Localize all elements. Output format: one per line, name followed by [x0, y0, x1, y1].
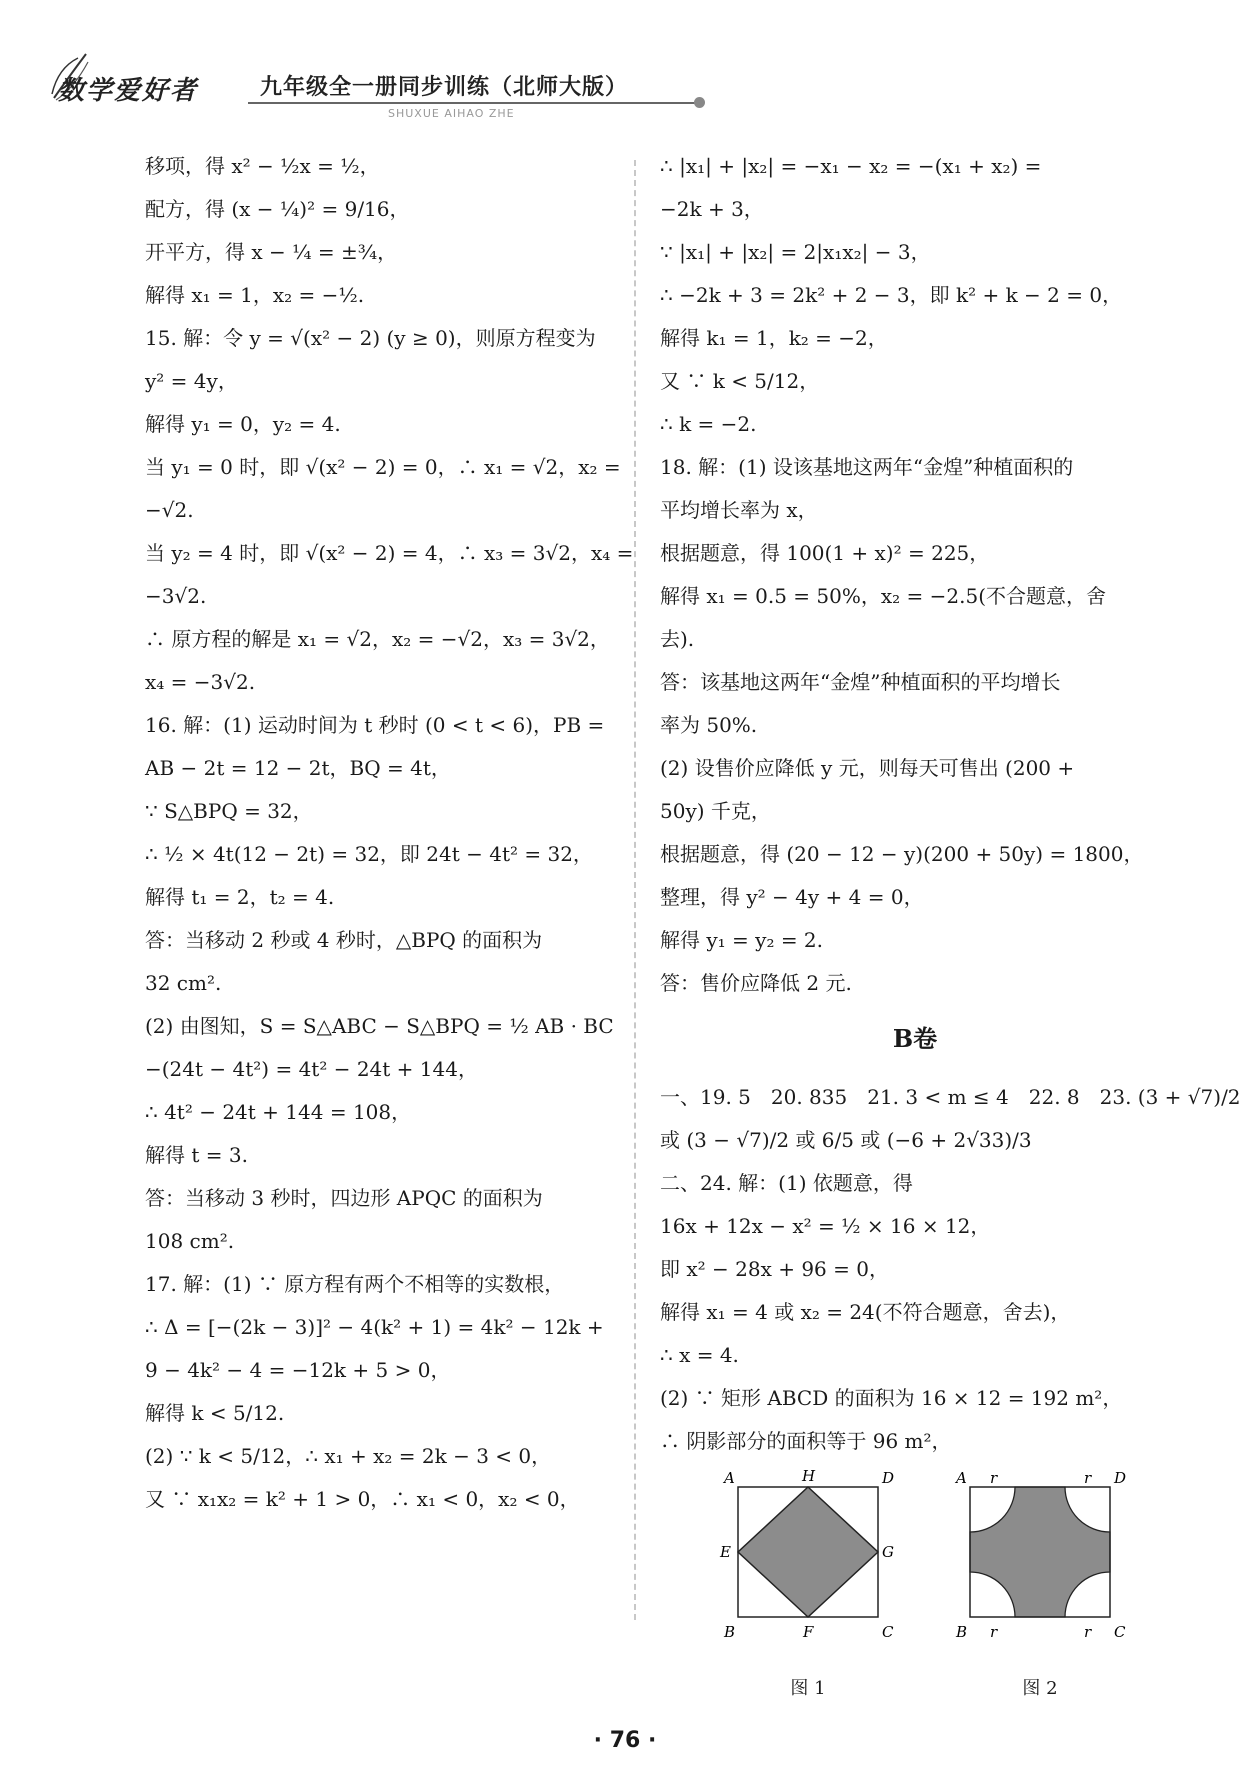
- text-line: 二、24. 解：(1) 依题意，得: [660, 1171, 913, 1195]
- text-line: 答：当移动 3 秒时，四边形 APQC 的面积为: [145, 1186, 543, 1210]
- text-line: 去).: [660, 627, 695, 651]
- text-line: 16. 解：(1) 运动时间为 t 秒时 (0 < t < 6)，PB =: [145, 713, 605, 737]
- text-line: ∴ Δ = [−(2k − 3)]² − 4(k² + 1) = 4k² − 12k +: [145, 1315, 604, 1339]
- text-line: 解得 k₁ = 1，k₂ = −2，: [660, 326, 888, 350]
- label-r: r: [990, 1623, 998, 1641]
- text-line: 解得 x₁ = 0.5 = 50%，x₂ = −2.5(不合题意，舍: [660, 584, 1106, 608]
- label-c: C: [882, 1623, 894, 1641]
- text-line: 9 − 4k² − 4 = −12k + 5 > 0，: [145, 1358, 451, 1382]
- label-r: r: [1084, 1469, 1092, 1487]
- text-line: 平均增长率为 x，: [660, 498, 818, 522]
- figures-area: [660, 1467, 1170, 1727]
- figure-1-caption: 图 1: [790, 1678, 826, 1699]
- shaded-region: [970, 1487, 1110, 1617]
- label-a: A: [956, 1469, 967, 1487]
- text-line: (2) 设售价应降低 y 元，则每天可售出 (200 +: [660, 756, 1075, 780]
- brand-name: 数学爱好者: [58, 76, 199, 106]
- text-line: ∵ S△BPQ = 32，: [145, 799, 313, 823]
- page-number: · 76 ·: [593, 1728, 657, 1753]
- text-line: 率为 50%.: [660, 713, 758, 737]
- text-line: 整理，得 y² − 4y + 4 = 0，: [660, 885, 924, 909]
- text-line: 移项，得 x² − ½x = ½，: [145, 154, 380, 178]
- text-line: 解得 t₁ = 2，t₂ = 4.: [145, 885, 335, 909]
- right-column: [660, 145, 1241, 1727]
- rhombus-ehgf: [738, 1487, 878, 1617]
- text-line: ∴ k = −2.: [660, 412, 757, 436]
- text-line: −3√2.: [145, 584, 207, 608]
- header-dot: [694, 97, 705, 108]
- text-line: ∴ ½ × 4t(12 − 2t) = 32，即 24t − 4t² = 32，: [145, 842, 593, 866]
- column-divider: [634, 160, 636, 1620]
- text-line: y² = 4y，: [145, 369, 238, 393]
- text-line: 即 x² − 28x + 96 = 0，: [660, 1257, 889, 1281]
- label-h: H: [802, 1467, 816, 1485]
- text-line: 解得 x₁ = 1，x₂ = −½.: [145, 283, 365, 307]
- text-line: 32 cm².: [145, 971, 222, 995]
- text-line: 又 ∵ k < 5/12，: [660, 369, 820, 393]
- header-rule: [248, 102, 698, 104]
- book-title: 九年级全一册同步训练（北师大版）: [260, 75, 629, 100]
- text-line: 解得 t = 3.: [145, 1143, 248, 1167]
- text-line: 根据题意，得 100(1 + x)² = 225，: [660, 541, 990, 565]
- figure-2-caption: 图 2: [1022, 1678, 1058, 1699]
- text-line: 解得 y₁ = y₂ = 2.: [660, 928, 824, 952]
- text-line: 答：售价应降低 2 元.: [660, 971, 852, 995]
- label-c: C: [1114, 1623, 1126, 1641]
- text-line: 16x + 12x − x² = ½ × 16 × 12，: [660, 1214, 991, 1238]
- text-line: ∴ 阴影部分的面积等于 96 m²，: [660, 1429, 952, 1453]
- text-line: ∴ 原方程的解是 x₁ = √2，x₂ = −√2，x₃ = 3√2，: [145, 627, 610, 651]
- text-line: 根据题意，得 (20 − 12 − y)(200 + 50y) = 1800，: [660, 842, 1144, 866]
- text-line: 当 y₂ = 4 时，即 √(x² − 2) = 4，∴ x₃ = 3√2，x₄ =: [145, 541, 634, 565]
- text-line: AB − 2t = 12 − 2t，BQ = 4t，: [145, 756, 451, 780]
- label-d: D: [1114, 1469, 1127, 1487]
- text-line: x₄ = −3√2.: [145, 670, 256, 694]
- text-line: (2) 由图知，S = S△ABC − S△BPQ = ½ AB · BC: [145, 1014, 614, 1038]
- text-line: ∴ 4t² − 24t + 144 = 108，: [145, 1100, 412, 1124]
- text-line: 解得 x₁ = 4 或 x₂ = 24(不符合题意，舍去)，: [660, 1300, 1071, 1324]
- text-line: −√2.: [145, 498, 194, 522]
- label-e: E: [720, 1543, 731, 1561]
- text-line: ∵ |x₁| + |x₂| = 2|x₁x₂| − 3，: [660, 240, 931, 264]
- text-line: ∴ x = 4.: [660, 1343, 739, 1367]
- text-line: 解得 y₁ = 0，y₂ = 4.: [145, 412, 341, 436]
- left-column: [145, 145, 634, 1521]
- text-line: 又 ∵ x₁x₂ = k² + 1 > 0，∴ x₁ < 0，x₂ < 0，: [145, 1487, 580, 1511]
- label-a: A: [724, 1469, 735, 1487]
- label-g: G: [882, 1543, 894, 1561]
- text-line: ∴ |x₁| + |x₂| = −x₁ − x₂ = −(x₁ + x₂) =: [660, 154, 1042, 178]
- page-header: [48, 40, 1208, 120]
- text-line: 18. 解：(1) 设该基地这两年“金煌”种植面积的: [660, 455, 1074, 479]
- figure-2-diagram: [950, 1467, 1130, 1657]
- text-line: 或 (3 − √7)/2 或 6/5 或 (−6 + 2√33)/3: [660, 1128, 1032, 1152]
- label-f: F: [803, 1623, 814, 1641]
- text-line: −2k + 3，: [660, 197, 764, 221]
- text-line: 开平方，得 x − ¼ = ±¾，: [145, 240, 398, 264]
- text-line: 50y) 千克，: [660, 799, 771, 823]
- label-d: D: [882, 1469, 895, 1487]
- text-line: 108 cm².: [145, 1229, 235, 1253]
- label-b: B: [956, 1623, 968, 1641]
- text-line: 配方，得 (x − ¼)² = 9/16，: [145, 197, 410, 221]
- text-line: 当 y₁ = 0 时，即 √(x² − 2) = 0，∴ x₁ = √2，x₂ =: [145, 455, 621, 479]
- text-line: 解得 k < 5/12.: [145, 1401, 285, 1425]
- text-line: (2) ∵ 矩形 ABCD 的面积为 16 × 12 = 192 m²，: [660, 1386, 1123, 1410]
- text-line: 答：该基地这两年“金煌”种植面积的平均增长: [660, 670, 1061, 694]
- text-line: 一、19. 5 20. 835 21. 3 < m ≤ 4 22. 8 23. (3 + √7)/2: [660, 1085, 1241, 1109]
- label-b: B: [724, 1623, 736, 1641]
- text-line: 答：当移动 2 秒或 4 秒时，△BPQ 的面积为: [145, 928, 543, 952]
- text-line: ∴ −2k + 3 = 2k² + 2 − 3，即 k² + k − 2 = 0，: [660, 283, 1123, 307]
- figure-1-diagram: [718, 1467, 898, 1657]
- label-r: r: [1084, 1623, 1092, 1641]
- label-r: r: [990, 1469, 998, 1487]
- text-line: (2) ∵ k < 5/12，∴ x₁ + x₂ = 2k − 3 < 0，: [145, 1444, 552, 1468]
- text-line: −(24t − 4t²) = 4t² − 24t + 144，: [145, 1057, 478, 1081]
- text-line: 17. 解：(1) ∵ 原方程有两个不相等的实数根，: [145, 1272, 565, 1296]
- header-subtitle: SHUXUE AIHAO ZHE: [388, 107, 515, 120]
- text-line: 15. 解：令 y = √(x² − 2) (y ≥ 0)，则原方程变为: [145, 326, 596, 350]
- section-b-title: B卷: [892, 1024, 938, 1053]
